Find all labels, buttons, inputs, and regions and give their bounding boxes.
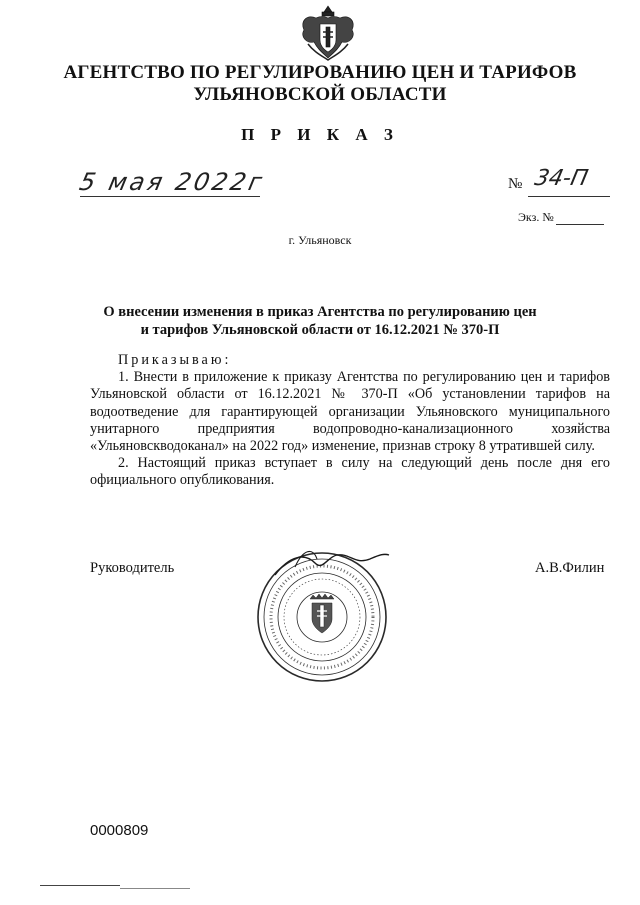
- order-body: [90, 352, 610, 490]
- document-serial: 0000809: [90, 822, 149, 839]
- agency-name-line1: АГЕНТСТВО ПО РЕГУЛИРОВАНИЮ ЦЕН И ТАРИФОВ: [63, 62, 577, 83]
- order-item-1: 1. Внести в приложение к приказу Агентства по регулированию цен и тарифов Ульяновской области от 16.12.2021 № 370-П «Об установлении тарифов на водоотведение для гарантирующей организации Ульяновского муниципального унитарного предприятия водопроводно-канализационного хозяйства «Ульяновскводоканал» на 2022 год» изменение, признав строку 8 утратившей силу.: [90, 369, 610, 455]
- copy-blank-line: [556, 212, 604, 225]
- copy-number: [518, 210, 604, 225]
- city: г. Ульяновск: [288, 233, 352, 247]
- copy-label: Экз. №: [518, 210, 554, 224]
- subject-line1: О внесении изменения в приказ Агентства по регулированию цен: [103, 304, 537, 320]
- number-underline: [528, 196, 610, 197]
- bottom-divider-secondary: [120, 888, 190, 889]
- order-subject: [100, 303, 540, 339]
- agency-name: [40, 62, 600, 106]
- signature-icon: [255, 545, 395, 595]
- subject-line2: и тарифов Ульяновской области от 16.12.2021 № 370-П: [140, 322, 500, 338]
- order-lead: Приказываю:: [118, 352, 232, 368]
- document-type: П Р И К А З: [241, 125, 399, 144]
- number-label: №: [508, 176, 523, 192]
- signer-role: Руководитель: [90, 560, 175, 576]
- bottom-divider: [40, 885, 120, 886]
- date-underline: [80, 196, 260, 197]
- signer-name: А.В.Филин: [535, 560, 605, 576]
- agency-name-line2: УЛЬЯНОВСКОЙ ОБЛАСТИ: [193, 84, 447, 105]
- coat-of-arms-icon: [296, 4, 360, 62]
- order-item-2: 2. Настоящий приказ вступает в силу на следующий день после дня его официального опубликования.: [90, 455, 610, 489]
- order-number: 34-П: [532, 166, 591, 191]
- order-date: 5 мая 2022г: [77, 168, 268, 196]
